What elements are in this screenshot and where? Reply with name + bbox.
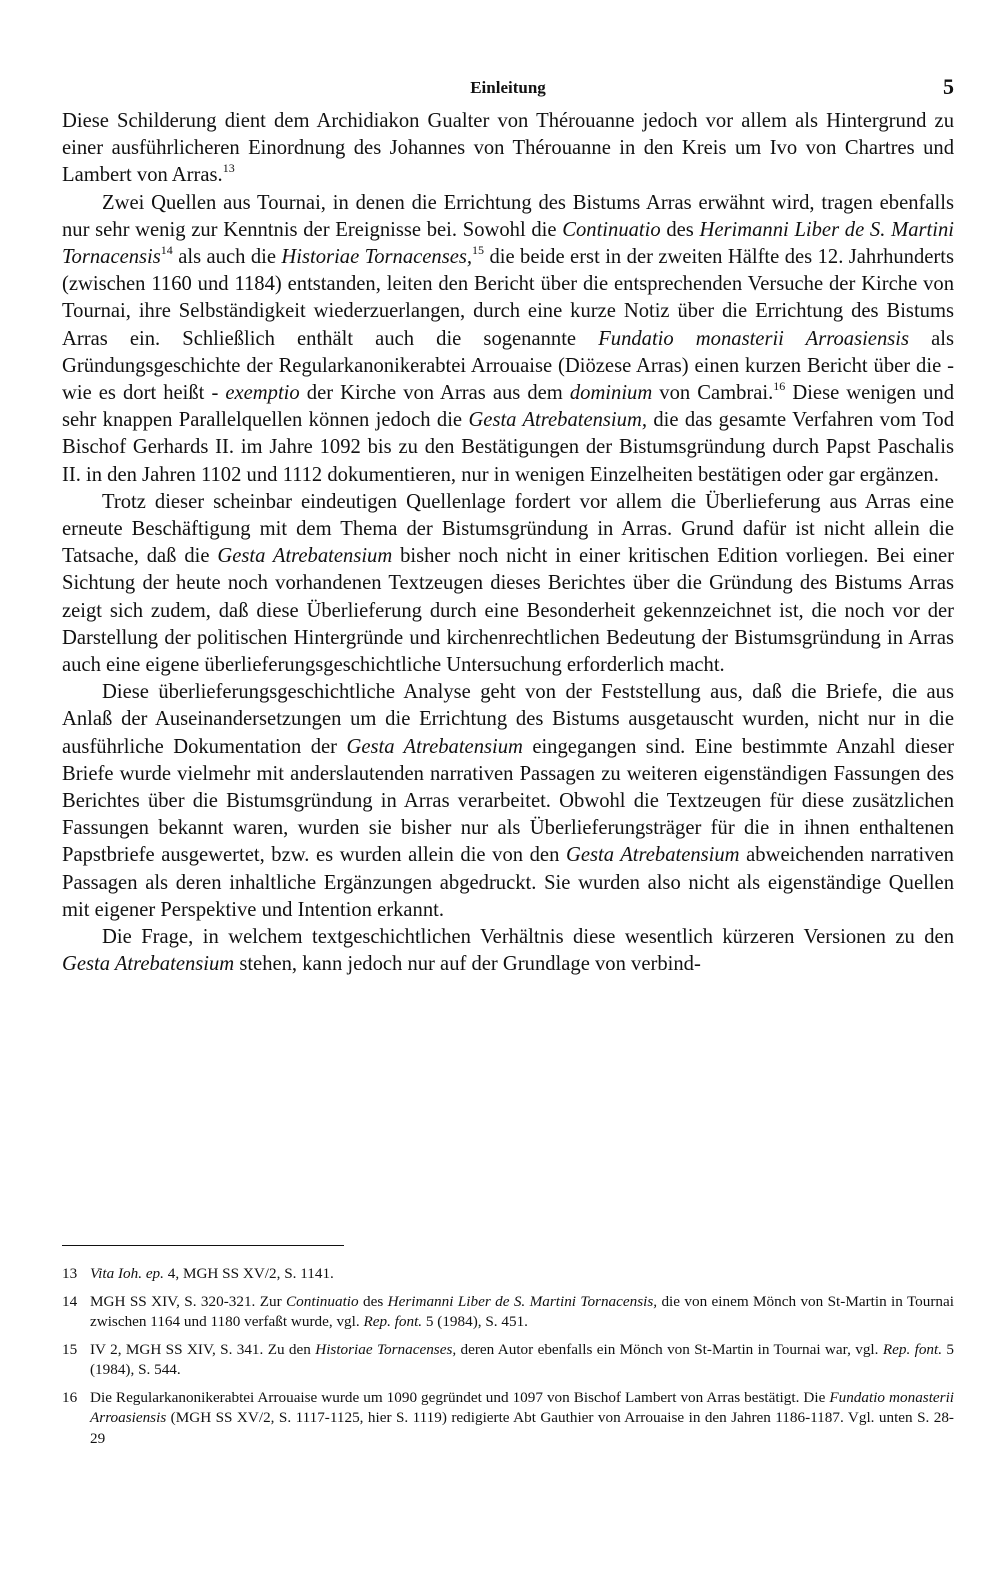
footnote-number: 15 [62, 1340, 78, 1358]
italic-text: Herimanni Liber de S. Martini Tornacensis [62, 218, 954, 269]
footnote [62, 1388, 954, 1450]
running-title: Einleitung [470, 78, 546, 97]
text-run: die beide erst in der zweiten Hälfte des 12. Jahrhunderts (zwischen 1160 und 1184) entstanden, leiten den Bericht über die entsprechenden Versuche der Kirche von Tournai, ihre Selbständigkeit wiederzuerlangen, durch eine kurze Notiz über die Errichtung des Bistums Arras ein. Schließlich enthält auch die sogenannte [62, 246, 954, 350]
text-run: von Cambrai. [652, 382, 774, 405]
italic-text: Gesta Atrebatensium [346, 735, 523, 758]
footnotes [62, 1264, 954, 1456]
text-run: als auch die [172, 246, 282, 269]
footnote-reference: 14 [160, 243, 173, 258]
text-run: 5 (1984), S. 544. [90, 1340, 954, 1378]
footnote [62, 1292, 954, 1333]
footnote-number: 13 [62, 1265, 78, 1282]
text-run: Diese Schilderung dient dem Archidiakon Gualter von Thérouanne jedoch vor allem als Hintergrund zu einer ausführlicheren Einordnung des Johannes von Thérouanne in den Kreis um Ivo von Chartres und Lambert von Arras. [62, 110, 954, 187]
text-run: 4, MGH SS XV/2, S. 1141. [163, 1265, 334, 1282]
text-run: 5 (1984), S. 451. [422, 1313, 528, 1330]
text-run: IV 2, MGH SS XIV, S. 341. Zu den [90, 1340, 316, 1358]
text-run: (MGH SS XV/2, S. 1117-1125, hier S. 1119) redigierte Abt Gauthier von Arrouaise in den Jahren 1186-1187. Vgl. unten S. 28-29 [90, 1409, 954, 1447]
text-run: deren Autor ebenfalls ein Mönch von St-Martin in Tournai war, vgl. [456, 1340, 883, 1358]
text-run: eingegangen sind. Eine bestimmte Anzahl dieser Briefe wurde vielmehr mit anderslautenden narrativen Passagen zu weiteren eigenständigen Fassungen des Berichtes über die Bistumsgründung in Arras verarbeitet. Obwohl die Textzeugen für diese zusätzlichen Fassungen bekannt waren, wurden sie bisher nur als Überlieferungsträger für die in ihnen enthaltenen Papstbriefe ausgewertet, bzw. es wurden allein die von den [62, 735, 954, 867]
footnote-reference: 16 [773, 379, 786, 394]
footnote-number: 16 [62, 1388, 78, 1406]
italic-text: Continuatio [562, 218, 661, 241]
text-run: Zwei Quellen aus Tournai, in denen die Errichtung des Bistums Arras erwähnt wird, tragen ebenfalls nur sehr wenig zur Kenntnis der Ereignisse bei. Sowohl die [62, 191, 954, 241]
text-run: die das gesamte Verfahren vom Tod Bischof Gerhards II. im Jahre 1092 bis zu den Bestätigungen der Bistumsgründung durch Papst Paschalis II. in den Jahren 1102 und 1112 dokumentieren, nur in wenigen Einzelheiten bestätigen oder gar ergänzen. [62, 409, 954, 486]
italic-text: exemptio [225, 382, 300, 405]
italic-text: Rep. font. [882, 1340, 943, 1358]
italic-text: Vita Ioh. ep. [90, 1265, 164, 1282]
italic-text: Gesta Atrebatensium [217, 545, 393, 568]
italic-text: Gesta Atrebatensium [565, 844, 740, 867]
page-number: 5 [943, 74, 954, 99]
text-run: bisher noch nicht in einer kritischen Edition vorliegen. Bei einer Sichtung der heute noch vorhandenen Textzeugen dieses Berichtes über die Gründung des Bistums Arras zeigt sich zudem, daß diese Überlieferung durch eine Besonderheit gekennzeichnet ist, die noch vor der Darstellung der politischen Hintergründe und kirchenrechtlichen Bedeutung der Bistumsgründung in Arras auch eine eigene überlieferungsgeschichtliche Untersuchung erforderlich macht. [62, 545, 955, 677]
text-run: der Kirche von Arras aus dem [299, 382, 570, 405]
body-text [62, 108, 954, 979]
text-run: Die Regularkanonikerabtei Arrouaise wurde um 1090 gegründet und 1097 von Bischof Lambert von Arras bestätigt. Die [90, 1388, 830, 1406]
footnote-reference: 13 [222, 161, 235, 176]
text-run: die von einem Mönch von St-Martin in Tournai zwischen 1164 und 1180 verfaßt wurde, vgl. [90, 1292, 954, 1330]
text-run: des [358, 1292, 388, 1310]
footnote-number: 14 [62, 1292, 78, 1310]
text-run: abweichenden narrativen Passagen als deren inhaltliche Ergänzungen abgedruckt. Sie wurden also nicht als eigenständige Quellen mit eigener Perspektive und Intention erkannt. [62, 844, 954, 921]
italic-text: Historiae Tornacenses, [315, 1340, 457, 1358]
paragraph [62, 190, 954, 489]
text-run: des [660, 218, 700, 241]
italic-text: Rep. font. [363, 1313, 423, 1330]
text-run: als Gründungsgeschichte der Regularkanonikerabtei Arrouaise (Diözese Arras) einen kurzen Bericht über die - wie es dort heißt - [62, 327, 954, 405]
footnote [62, 1264, 954, 1285]
paragraph [62, 679, 954, 924]
paragraph [62, 924, 954, 978]
footnote-separator [62, 1245, 344, 1246]
italic-text: Fundatio monasterii Arroasiensis [598, 327, 909, 350]
text-run: Diese überlieferungsgeschichtliche Analyse geht von der Feststellung aus, daß die Briefe, die aus Anlaß der Auseinandersetzungen um die Errichtung des Bistums ausgetauscht wurden, nicht nur in die ausführliche Dokumentation der [62, 681, 954, 758]
page [62, 0, 954, 979]
text-run: Trotz dieser scheinbar eindeutigen Quellenlage fordert vor allem die Überlieferung aus Arras eine erneute Beschäftigung mit dem Thema der Bistumsgründung in Arras. Grund dafür ist nicht allein die Tatsache, daß die [62, 490, 954, 568]
text-run: MGH SS XIV, S. 320-321. Zur [90, 1292, 287, 1310]
paragraph [62, 108, 954, 190]
text-run: stehen, kann jedoch nur auf der Grundlage von verbind- [234, 953, 701, 976]
italic-text: Gesta Atrebatensium [62, 953, 235, 976]
italic-text: Herimanni Liber de S. Martini Tornacensis, [387, 1292, 658, 1310]
page-header [62, 0, 954, 108]
text-run: Diese wenigen und sehr knappen Parallelquellen können jedoch die [62, 382, 954, 432]
paragraph [62, 489, 954, 679]
text-run: Die Frage, in welchem textgeschichtlichen Verhältnis diese wesentlich kürzeren Versionen zu den [102, 926, 954, 949]
italic-text: dominium [569, 382, 653, 405]
italic-text: Historiae Tornacenses, [281, 246, 473, 269]
italic-text: Gesta Atrebatensium, [468, 409, 647, 432]
footnote-reference: 15 [472, 243, 485, 258]
italic-text: Fundatio monasterii Arroasiensis [90, 1388, 955, 1426]
italic-text: Continuatio [286, 1292, 359, 1310]
footnote [62, 1340, 954, 1381]
